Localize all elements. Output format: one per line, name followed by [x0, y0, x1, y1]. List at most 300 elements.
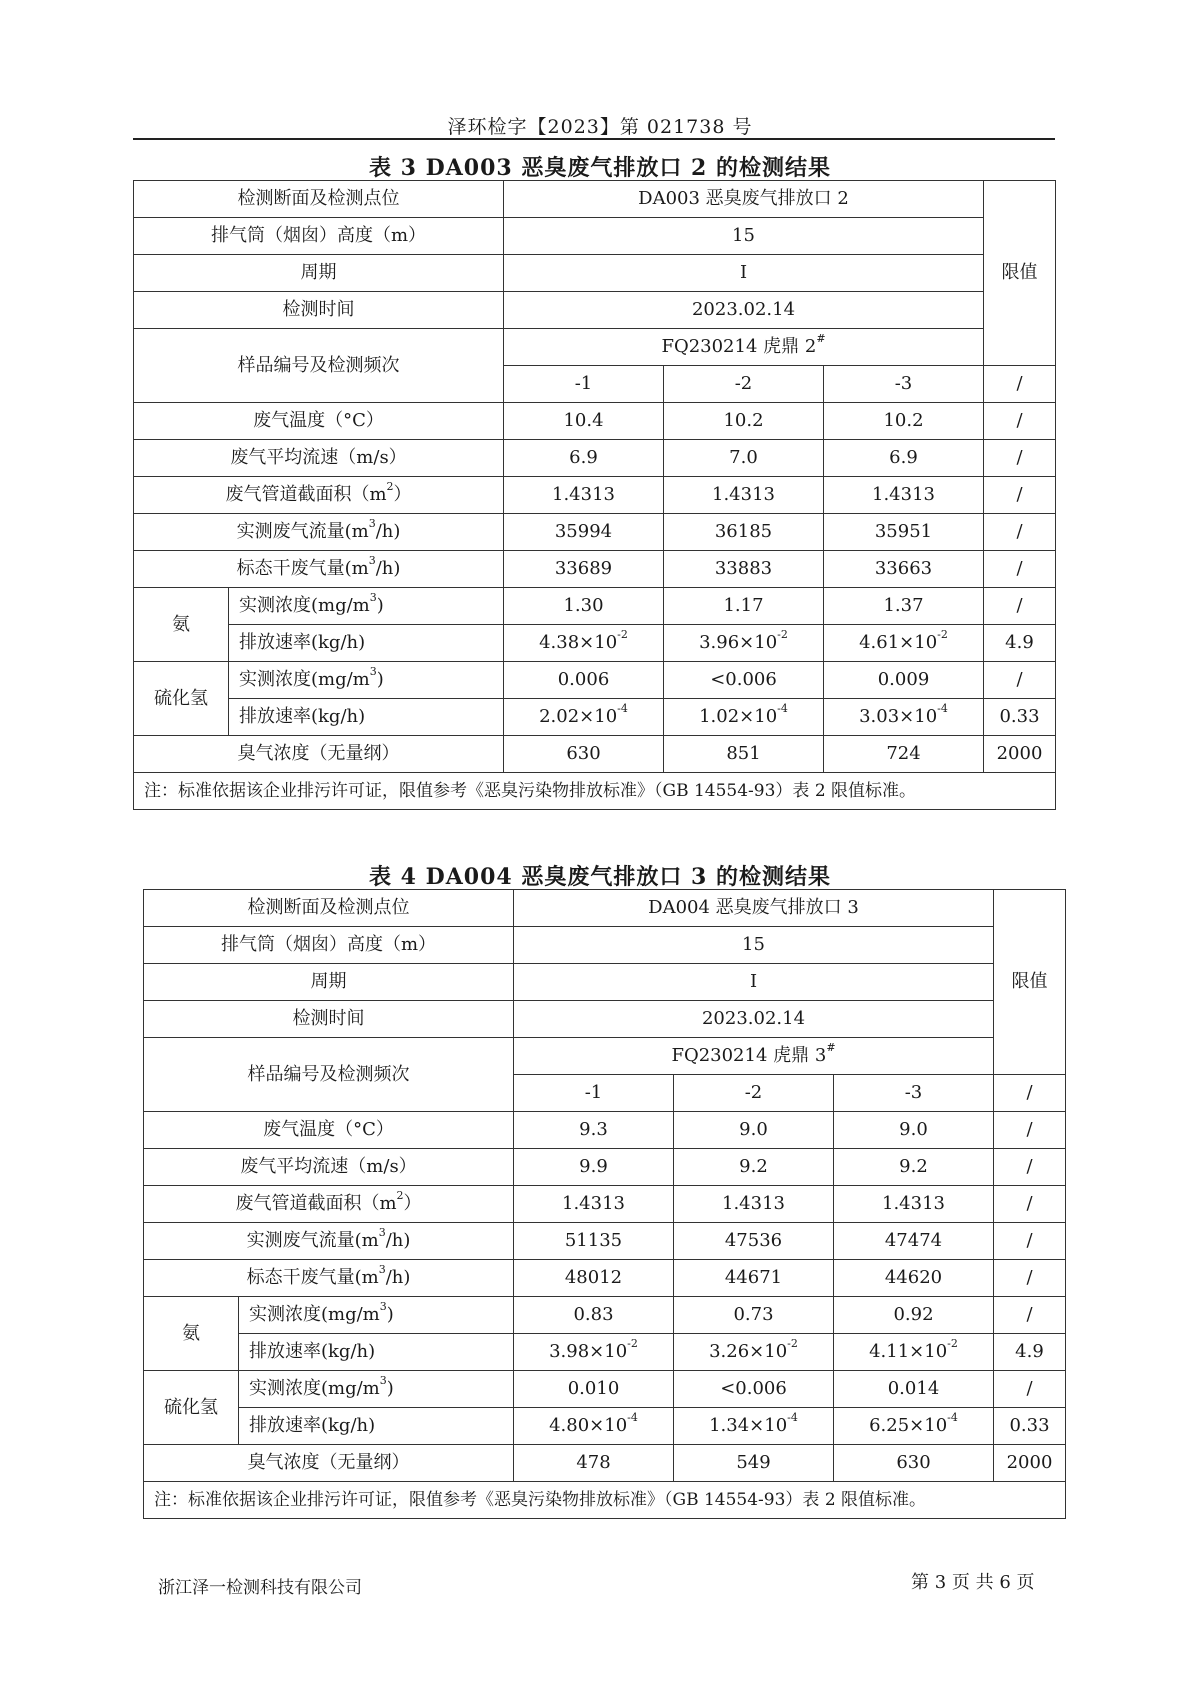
value-text: / — [1026, 1304, 1033, 1326]
value-cell — [664, 477, 824, 514]
table-row — [144, 1408, 1066, 1445]
note-text: 注：标准依据该企业排污许可证，限值参考《恶臭污染物排放标准》（GB 14554-93）表 2 限值标准。 — [154, 1489, 927, 1510]
label-text: 氨 — [182, 1322, 200, 1344]
row-label-time — [144, 1001, 514, 1038]
value-cell — [504, 662, 664, 699]
group-ammonia — [144, 1297, 239, 1371]
value-cell — [664, 551, 824, 588]
limit-cell — [984, 625, 1056, 662]
value-text: 1.37 — [883, 595, 924, 617]
value-text: -2 — [734, 373, 753, 395]
value-cell — [664, 662, 824, 699]
group-h2s — [134, 662, 229, 736]
value-cell — [824, 440, 984, 477]
value-text: 1.4313 — [712, 484, 775, 506]
table-3-title: 表 3 DA003 恶臭废气排放口 2 的检测结果 — [369, 155, 831, 181]
label-text: /h) — [375, 521, 401, 543]
sample-sup: # — [826, 1041, 836, 1055]
value-cell — [674, 1186, 834, 1223]
value-cell — [994, 1186, 1066, 1223]
row-label-conc — [239, 1297, 514, 1334]
value-text: / — [1016, 521, 1023, 543]
value-cell — [674, 1149, 834, 1186]
table-row — [144, 1112, 1066, 1149]
row-label-velocity — [134, 440, 504, 477]
value-cell — [824, 551, 984, 588]
value-text: 1.4313 — [722, 1193, 785, 1215]
value-cell — [664, 514, 824, 551]
value-cell — [994, 1371, 1066, 1408]
table-row — [134, 588, 1056, 625]
table-row — [144, 1038, 1066, 1075]
table-row — [144, 1186, 1066, 1223]
value-text: 1.34×10 — [709, 1415, 788, 1437]
label-text: 废气温度（°C） — [253, 410, 384, 432]
value-cell — [674, 1445, 834, 1482]
label-text: /h) — [385, 1267, 411, 1289]
label-text: 限值 — [1011, 971, 1048, 993]
table-row — [144, 1260, 1066, 1297]
label-text: 周期 — [300, 262, 337, 284]
value-text: / — [1026, 1156, 1033, 1178]
value-cell — [834, 1445, 994, 1482]
table-row — [134, 403, 1056, 440]
value-cell — [824, 403, 984, 440]
value-cell — [824, 736, 984, 773]
value-text: 3.98×10 — [549, 1341, 628, 1363]
footer-company: 浙江泽一检测科技有限公司 — [158, 1578, 362, 1598]
limit-cell — [994, 1334, 1066, 1371]
value-cell — [674, 1223, 834, 1260]
value-text: <0.006 — [710, 669, 777, 691]
limit-cell — [984, 699, 1056, 736]
table-row — [134, 292, 1056, 329]
value-text: 0.33 — [999, 706, 1040, 728]
row-label-stack-height — [134, 218, 504, 255]
value-cell — [664, 440, 824, 477]
value-text: FQ230214 虎鼎 3 — [671, 1045, 827, 1067]
value-text: -2 — [744, 1082, 763, 1104]
label-text: 实测废气流量(m — [246, 1230, 379, 1252]
value-text: 9.2 — [899, 1156, 928, 1178]
value-cell — [984, 440, 1056, 477]
value-text: -3 — [904, 1082, 923, 1104]
row-label-time — [134, 292, 504, 329]
value-text: 0.009 — [877, 669, 930, 691]
value-text: 478 — [576, 1452, 611, 1474]
value-text: 3.26×10 — [709, 1341, 788, 1363]
value-cell — [824, 588, 984, 625]
value-text: 2.02×10 — [539, 706, 618, 728]
value-cell — [834, 1149, 994, 1186]
label-text: 排放速率(kg/h) — [239, 632, 366, 654]
stack-height-value — [514, 927, 994, 964]
freq-cell — [514, 1075, 674, 1112]
table-row — [144, 1334, 1066, 1371]
label-text: 硫化氢 — [164, 1396, 218, 1418]
value-cell — [664, 588, 824, 625]
value-text: 3.03×10 — [859, 706, 938, 728]
value-cell — [514, 1260, 674, 1297]
label-text: 硫化氢 — [154, 687, 208, 709]
value-cell — [504, 514, 664, 551]
label-text: 排放速率(kg/h) — [239, 706, 366, 728]
value-text: 9.0 — [899, 1119, 928, 1141]
freq-cell — [504, 366, 664, 403]
table-row — [134, 699, 1056, 736]
table-row — [144, 1371, 1066, 1408]
table-row — [134, 255, 1056, 292]
value-cell — [674, 1371, 834, 1408]
value-text: 1.4313 — [872, 484, 935, 506]
value-text: 1.02×10 — [699, 706, 778, 728]
table-row — [134, 625, 1056, 662]
exponent: -2 — [617, 628, 628, 642]
value-text: / — [1016, 373, 1023, 395]
value-text: / — [1026, 1378, 1033, 1400]
value-cell — [984, 551, 1056, 588]
value-text: 47474 — [884, 1230, 943, 1252]
value-cell — [664, 403, 824, 440]
value-text: 36185 — [714, 521, 773, 543]
table-row — [134, 181, 1056, 218]
label-text: 样品编号及检测频次 — [247, 1063, 410, 1085]
rate-cell — [834, 1334, 994, 1371]
table-row — [134, 551, 1056, 588]
row-label-sample — [144, 1038, 514, 1112]
exponent: -4 — [627, 1411, 638, 1425]
label-text: ） — [393, 484, 412, 506]
value-text: 9.2 — [739, 1156, 768, 1178]
value-text: 51135 — [564, 1230, 623, 1252]
value-text: / — [1016, 558, 1023, 580]
value-text: / — [1026, 1267, 1033, 1289]
table-row — [144, 1482, 1066, 1519]
value-text: DA003 恶臭废气排放口 2 — [638, 188, 849, 210]
value-text: 10.4 — [563, 410, 604, 432]
value-text: 6.25×10 — [869, 1415, 948, 1437]
value-text: 33689 — [554, 558, 613, 580]
exponent: -2 — [627, 1337, 638, 1351]
table-row — [144, 890, 1066, 927]
value-text: I — [739, 262, 748, 284]
value-text: 4.61×10 — [859, 632, 938, 654]
freq-cell — [674, 1075, 834, 1112]
label-text: 标态干废气量(m — [246, 1267, 379, 1289]
table-row — [134, 514, 1056, 551]
sample-id — [514, 1038, 994, 1075]
table-row — [144, 927, 1066, 964]
value-text: 6.9 — [889, 447, 918, 469]
label-sup: 2 — [386, 480, 394, 494]
row-label-rate — [229, 699, 504, 736]
label-text: 废气平均流速（m/s） — [240, 1156, 417, 1178]
label-sup: 3 — [369, 665, 377, 679]
value-text: 4.9 — [1015, 1341, 1044, 1363]
table-row — [144, 1223, 1066, 1260]
row-label-odor — [134, 736, 504, 773]
value-cell — [984, 403, 1056, 440]
header-rule — [133, 138, 1055, 140]
row-label-section-point — [134, 181, 504, 218]
label-text: ） — [403, 1193, 422, 1215]
label-text: /h) — [385, 1230, 411, 1252]
value-text: 630 — [896, 1452, 931, 1474]
value-cell — [994, 1149, 1066, 1186]
value-text: -1 — [574, 373, 593, 395]
table-row — [134, 218, 1056, 255]
value-text: <0.006 — [720, 1378, 787, 1400]
value-text: 630 — [566, 743, 601, 765]
value-cell — [504, 477, 664, 514]
rate-cell — [674, 1408, 834, 1445]
value-text: / — [1016, 447, 1023, 469]
value-text: 0.92 — [893, 1304, 934, 1326]
label-text: 实测浓度(mg/m — [249, 1378, 380, 1400]
value-text: 0.33 — [1009, 1415, 1050, 1437]
label-text: 废气管道截面积（m — [235, 1193, 397, 1215]
table-row — [144, 1445, 1066, 1482]
footer-page-info: 第 3 页 共 6 页 — [911, 1572, 1035, 1593]
group-h2s — [144, 1371, 239, 1445]
value-cell — [834, 1260, 994, 1297]
table-row — [144, 964, 1066, 1001]
point-value — [504, 181, 984, 218]
value-text: 33663 — [874, 558, 933, 580]
row-label-rate — [239, 1334, 514, 1371]
freq-cell — [994, 1075, 1066, 1112]
rate-cell — [674, 1334, 834, 1371]
table-note — [134, 773, 1056, 810]
value-text: DA004 恶臭废气排放口 3 — [648, 897, 859, 919]
value-cell — [994, 1445, 1066, 1482]
group-ammonia — [134, 588, 229, 662]
label-text: 标态干废气量(m — [236, 558, 369, 580]
value-text: 2000 — [996, 743, 1043, 765]
value-cell — [664, 736, 824, 773]
label-text: 排气筒（烟囱）高度（m） — [220, 934, 437, 956]
value-text: 10.2 — [883, 410, 924, 432]
value-cell — [984, 662, 1056, 699]
sample-id — [504, 329, 984, 366]
exponent: -4 — [937, 702, 948, 716]
value-cell — [984, 588, 1056, 625]
label-sup: 3 — [379, 1300, 387, 1314]
value-cell — [514, 1112, 674, 1149]
value-text: / — [1016, 484, 1023, 506]
value-cell — [834, 1223, 994, 1260]
value-cell — [984, 736, 1056, 773]
table-row — [134, 662, 1056, 699]
value-cell — [514, 1223, 674, 1260]
rate-cell — [824, 699, 984, 736]
label-text: 排放速率(kg/h) — [249, 1415, 376, 1437]
table-3 — [133, 180, 1056, 810]
table-row — [144, 1001, 1066, 1038]
value-text: 4.11×10 — [869, 1341, 948, 1363]
label-sup: 3 — [378, 1226, 386, 1240]
label-text: 限值 — [1001, 262, 1038, 284]
label-text: /h) — [375, 558, 401, 580]
exponent: -4 — [617, 702, 628, 716]
row-label-std-flow — [144, 1260, 514, 1297]
value-cell — [514, 1186, 674, 1223]
value-text: / — [1026, 1082, 1033, 1104]
value-cell — [824, 662, 984, 699]
label-text: 实测浓度(mg/m — [249, 1304, 380, 1326]
row-label-period — [134, 255, 504, 292]
value-text: 724 — [886, 743, 921, 765]
value-text: 33883 — [714, 558, 773, 580]
report-code: 泽环检字【2023】第 021738 号 — [447, 116, 753, 138]
value-cell — [834, 1186, 994, 1223]
limit-cell — [994, 1408, 1066, 1445]
value-text: 35951 — [874, 521, 933, 543]
value-text: 15 — [732, 225, 755, 247]
value-cell — [514, 1149, 674, 1186]
table-row — [134, 773, 1056, 810]
rate-cell — [514, 1334, 674, 1371]
label-sup: 3 — [369, 591, 377, 605]
value-text: 6.9 — [569, 447, 598, 469]
label-sup: 3 — [368, 554, 376, 568]
value-text: FQ230214 虎鼎 2 — [661, 336, 817, 358]
value-cell — [834, 1371, 994, 1408]
value-text: 0.006 — [557, 669, 610, 691]
exponent: -4 — [777, 702, 788, 716]
value-text: 549 — [736, 1452, 771, 1474]
value-cell — [514, 1371, 674, 1408]
label-text: 氨 — [172, 613, 190, 635]
label-text: 实测浓度(mg/m — [239, 669, 370, 691]
exponent: -2 — [937, 628, 948, 642]
value-cell — [674, 1260, 834, 1297]
rate-cell — [504, 699, 664, 736]
table-row — [134, 329, 1056, 366]
value-text: / — [1026, 1119, 1033, 1141]
row-label-rate — [229, 625, 504, 662]
label-text: ) — [386, 1378, 394, 1400]
rate-cell — [664, 699, 824, 736]
value-text: 35994 — [554, 521, 613, 543]
value-text: 4.80×10 — [549, 1415, 628, 1437]
value-cell — [514, 1297, 674, 1334]
exponent: -4 — [947, 1411, 958, 1425]
row-label-std-flow — [134, 551, 504, 588]
freq-cell — [664, 366, 824, 403]
stack-height-value — [504, 218, 984, 255]
value-text: 0.014 — [887, 1378, 940, 1400]
period-value — [514, 964, 994, 1001]
point-value — [514, 890, 994, 927]
label-sup: 3 — [368, 517, 376, 531]
label-text: ) — [376, 595, 384, 617]
value-cell — [504, 440, 664, 477]
exponent: -2 — [787, 1337, 798, 1351]
value-text: / — [1016, 669, 1023, 691]
label-text: 检测断面及检测点位 — [247, 897, 410, 919]
value-cell — [674, 1297, 834, 1334]
time-value — [504, 292, 984, 329]
limit-header — [984, 181, 1056, 366]
row-label-temp — [144, 1112, 514, 1149]
value-cell — [514, 1445, 674, 1482]
label-text: ) — [376, 669, 384, 691]
value-text: 15 — [742, 934, 765, 956]
value-text: 1.4313 — [882, 1193, 945, 1215]
value-text: / — [1016, 595, 1023, 617]
value-cell — [994, 1260, 1066, 1297]
row-label-temp — [134, 403, 504, 440]
freq-cell — [834, 1075, 994, 1112]
label-text: ) — [386, 1304, 394, 1326]
row-label-stack-height — [144, 927, 514, 964]
freq-cell — [824, 366, 984, 403]
value-text: I — [749, 971, 758, 993]
sample-sup: # — [816, 332, 826, 346]
period-value — [504, 255, 984, 292]
value-cell — [504, 588, 664, 625]
row-label-section-point — [144, 890, 514, 927]
rate-cell — [514, 1408, 674, 1445]
freq-cell — [984, 366, 1056, 403]
value-text: 48012 — [564, 1267, 623, 1289]
value-text: 9.3 — [579, 1119, 608, 1141]
exponent: -2 — [947, 1337, 958, 1351]
label-text: 臭气浓度（无量纲） — [247, 1452, 410, 1474]
value-cell — [674, 1112, 834, 1149]
value-cell — [824, 514, 984, 551]
label-sup: 3 — [378, 1263, 386, 1277]
row-label-conc — [229, 662, 504, 699]
value-cell — [984, 477, 1056, 514]
row-label-area — [144, 1186, 514, 1223]
value-cell — [504, 403, 664, 440]
value-cell — [984, 514, 1056, 551]
value-text: 3.96×10 — [699, 632, 778, 654]
value-text: 44671 — [724, 1267, 783, 1289]
row-label-area — [134, 477, 504, 514]
exponent: -2 — [777, 628, 788, 642]
value-text: -3 — [894, 373, 913, 395]
value-text: 1.17 — [723, 595, 764, 617]
value-text: 1.4313 — [552, 484, 615, 506]
value-text: 2000 — [1006, 1452, 1053, 1474]
label-text: 废气平均流速（m/s） — [230, 447, 407, 469]
row-label-conc — [239, 1371, 514, 1408]
limit-header — [994, 890, 1066, 1075]
value-text: 0.010 — [567, 1378, 620, 1400]
table-row — [144, 1297, 1066, 1334]
label-text: 排气筒（烟囱）高度（m） — [210, 225, 427, 247]
value-text: 47536 — [724, 1230, 783, 1252]
value-text: 2023.02.14 — [701, 1008, 806, 1030]
time-value — [514, 1001, 994, 1038]
value-text: -1 — [584, 1082, 603, 1104]
label-text: 实测废气流量(m — [236, 521, 369, 543]
label-text: 实测浓度(mg/m — [239, 595, 370, 617]
label-sup: 3 — [379, 1374, 387, 1388]
table-4-title: 表 4 DA004 恶臭废气排放口 3 的检测结果 — [369, 864, 831, 890]
value-text: 0.73 — [733, 1304, 774, 1326]
note-text: 注：标准依据该企业排污许可证，限值参考《恶臭污染物排放标准》（GB 14554-93）表 2 限值标准。 — [144, 780, 917, 801]
label-text: 废气管道截面积（m — [225, 484, 387, 506]
value-cell — [834, 1112, 994, 1149]
value-text: 10.2 — [723, 410, 764, 432]
table-note — [144, 1482, 1066, 1519]
row-label-conc — [229, 588, 504, 625]
value-text: 9.9 — [579, 1156, 608, 1178]
